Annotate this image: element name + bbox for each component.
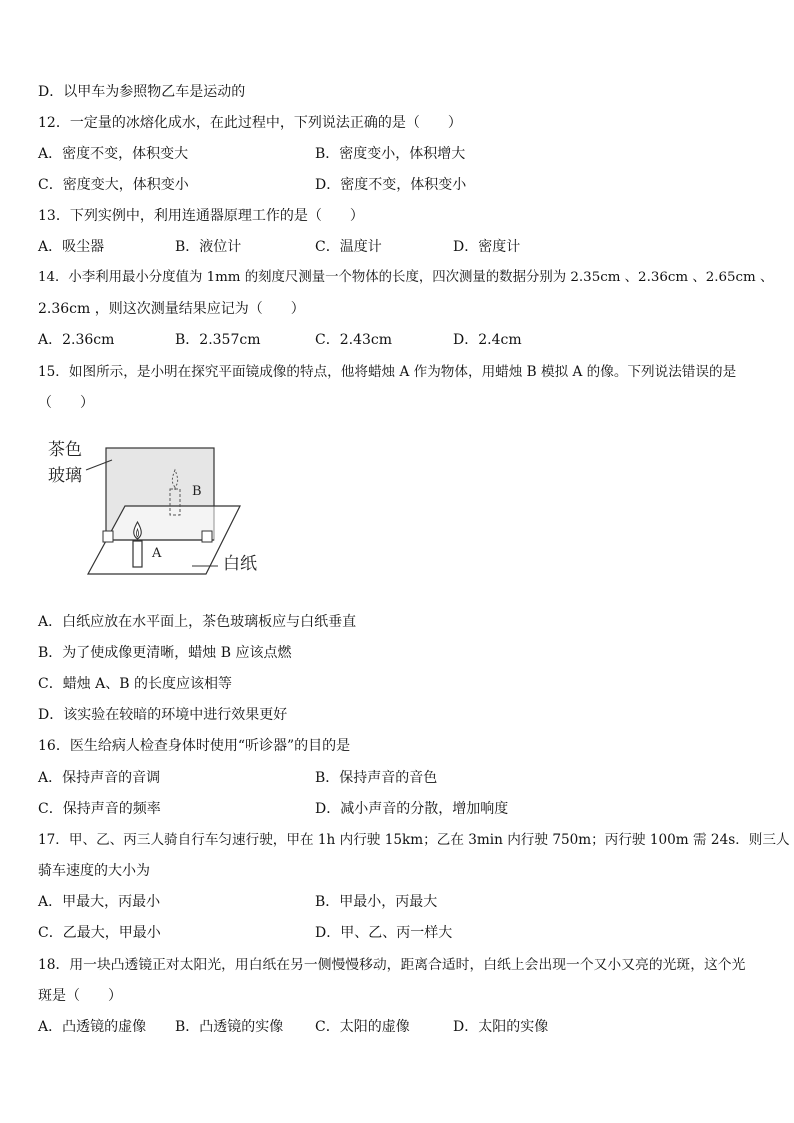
q13-stem: 13．下列实例中，利用连通器原理工作的是（ ） bbox=[38, 208, 364, 224]
q12-stem: 12．一定量的冰熔化成水，在此过程中，下列说法正确的是（ ） bbox=[38, 115, 462, 131]
q14-option-c: C．2.43cm bbox=[315, 332, 392, 348]
q16-option-d: D．减小声音的分散，增加响度 bbox=[315, 801, 509, 817]
q12-option-c: C．密度变大，体积变小 bbox=[38, 177, 189, 193]
q17-stem-line2: 骑车速度的大小为 bbox=[38, 863, 150, 879]
q15-option-a: A．白纸应放在水平面上，茶色玻璃板应与白纸垂直 bbox=[38, 614, 357, 630]
paper-label: 白纸 bbox=[223, 554, 257, 574]
q18-stem-line1: 18．用一块凸透镜正对太阳光，用白纸在另一侧慢慢移动，距离合适时，白纸上会出现一个又小又亮的光斑，这个光 bbox=[38, 957, 746, 973]
glass-label-line2: 玻璃 bbox=[48, 466, 82, 486]
q14-option-b: B．2.357cm bbox=[175, 332, 261, 348]
q13-option-c: C．温度计 bbox=[315, 239, 382, 255]
q18-option-c: C．太阳的虚像 bbox=[315, 1019, 410, 1035]
q13-option-b: B．液位计 bbox=[175, 239, 242, 255]
q16-option-c: C．保持声音的频率 bbox=[38, 801, 161, 817]
candle-a-label: A bbox=[152, 546, 162, 561]
q17-option-c: C．乙最大，甲最小 bbox=[38, 925, 161, 941]
q18-stem-line2: 斑是（ ） bbox=[38, 988, 122, 1004]
q12-option-a: A．密度不变，体积变大 bbox=[38, 146, 189, 162]
q15-stem-line2: （ ） bbox=[38, 395, 94, 411]
q18-option-b: B．凸透镜的实像 bbox=[175, 1019, 284, 1035]
q17-stem-line1: 17．甲、乙、丙三人骑自行车匀速行驶，甲在 1h 内行驶 15km；乙在 3min 内行驶 750m；丙行驶 100m 需 24s．则三人 bbox=[38, 832, 790, 848]
q14-stem-line2: 2.36cm ，则这次测量结果应记为（ ） bbox=[38, 301, 305, 317]
q17-option-d: D．甲、乙、丙一样大 bbox=[315, 925, 453, 941]
q18-option-a: A．凸透镜的虚像 bbox=[38, 1019, 147, 1035]
candle-a bbox=[133, 541, 142, 567]
q12-option-d: D．密度不变，体积变小 bbox=[315, 177, 467, 193]
q15-option-b: B．为了使成像更清晰，蜡烛 B 应该点燃 bbox=[38, 645, 292, 661]
candle-b-label: B bbox=[192, 484, 202, 499]
q12-option-b: B．密度变小，体积增大 bbox=[315, 146, 466, 162]
q14-option-a: A．2.36cm bbox=[38, 332, 115, 348]
q15-option-c: C．蜡烛 A、B 的长度应该相等 bbox=[38, 676, 233, 692]
q13-option-d: D．密度计 bbox=[453, 239, 521, 255]
q15-option-d: D．该实验在较暗的环境中进行效果更好 bbox=[38, 707, 288, 723]
q14-stem-line1: 14．小李利用最小分度值为 1mm 的刻度尺测量一个物体的长度，四次测量的数据分别为 2.35cm 、2.36cm 、2.65cm 、 bbox=[38, 270, 774, 285]
glass-support-right bbox=[202, 531, 212, 542]
q18-option-d: D．太阳的实像 bbox=[453, 1019, 549, 1035]
glass-support-left bbox=[103, 531, 113, 542]
q15-stem-line1: 15．如图所示，是小明在探究平面镜成像的特点，他将蜡烛 A 作为物体，用蜡烛 B 模拟 A 的像。下列说法错误的是 bbox=[38, 364, 737, 380]
q17-option-a: A．甲最大，丙最小 bbox=[38, 894, 161, 910]
q17-option-b: B．甲最小，丙最大 bbox=[315, 894, 438, 910]
mirror-experiment-figure bbox=[40, 434, 280, 584]
glass-label-line1: 茶色 bbox=[48, 440, 82, 460]
q11-option-d: D．以甲车为参照物乙车是运动的 bbox=[38, 84, 246, 100]
q16-stem: 16．医生给病人检查身体时使用“听诊器”的目的是 bbox=[38, 738, 351, 754]
q16-option-a: A．保持声音的音调 bbox=[38, 770, 161, 786]
q14-option-d: D．2.4cm bbox=[453, 332, 522, 348]
q13-option-a: A．吸尘器 bbox=[38, 239, 105, 255]
q16-option-b: B．保持声音的音色 bbox=[315, 770, 438, 786]
